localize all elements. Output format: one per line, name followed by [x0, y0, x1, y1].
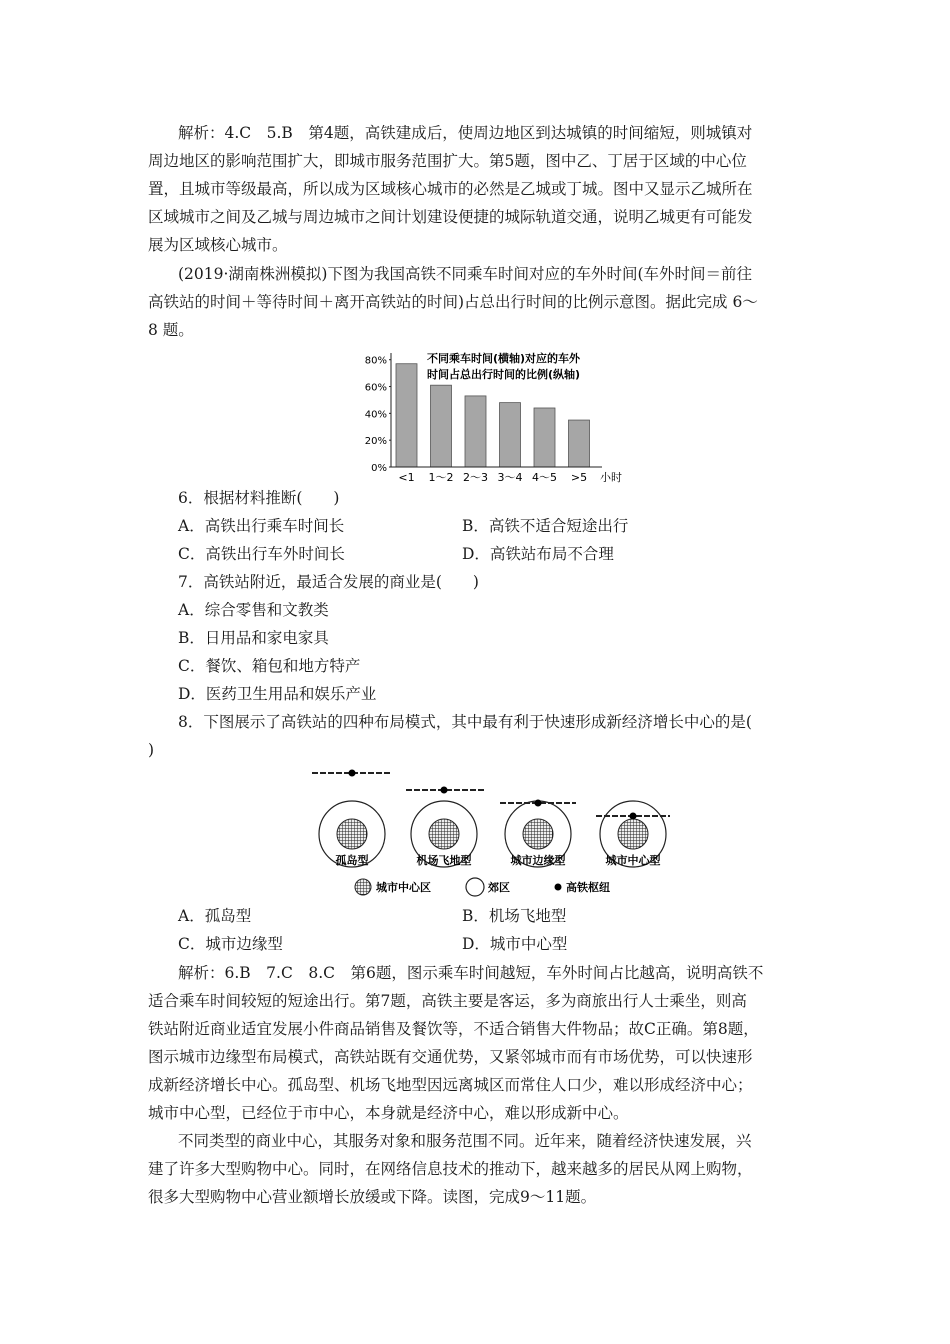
bar [534, 408, 555, 467]
q7-stem: 7．高铁站附近，最适合发展的商业是( ) [178, 573, 479, 591]
q6-option-b[interactable]: B．高铁不适合短途出行 [462, 517, 629, 535]
para3-line4: 图示城市边缘型布局模式，高铁站既有交通优势，又紧邻城市而有市场优势，可以快速形 [148, 1048, 753, 1066]
q8-option-a[interactable]: A．孤岛型 [178, 907, 252, 925]
city-center-circle [337, 819, 367, 849]
y-tick-label: 60% [364, 382, 387, 394]
bar [500, 403, 521, 467]
para1-line1: 解析：4.C 5.B 第4题，高铁建成后，使周边地区到达城镇的时间缩短，则城镇对 [178, 124, 753, 142]
x-tick-label: 1～2 [428, 471, 454, 484]
city-center-model [596, 801, 670, 867]
q7-option-b[interactable]: B．日用品和家电家具 [178, 629, 329, 647]
legend-suburb-swatch [466, 878, 484, 896]
rail-hub-dot [535, 800, 542, 807]
legend [355, 878, 610, 896]
x-tick-label: 2～3 [463, 471, 488, 484]
rail-hub-dot [630, 813, 637, 820]
bar [431, 385, 452, 467]
para1-line3: 置，且城市等级最高，所以成为区域核心城市的必然是乙城或丁城。图中又显示乙城所在 [148, 180, 753, 198]
y-tick-label: 40% [364, 409, 387, 421]
legend-rail-hub-label: 高铁枢纽 [566, 881, 610, 894]
para2-line1: (2019·湖南株洲模拟)下图为我国高铁不同乘车时间对应的车外时间(车外时间＝前往 [178, 265, 753, 283]
q8-stem-line1: 8．下图展示了高铁站的四种布局模式，其中最有利于快速形成新经济增长中心的是( [178, 713, 752, 731]
legend-rail-hub-dot [555, 884, 562, 891]
airport-enclave-model [406, 787, 484, 868]
q8-option-d[interactable]: D．城市中心型 [462, 935, 568, 953]
q8-option-c[interactable]: C．城市边缘型 [178, 935, 283, 953]
isolated-island-model [312, 770, 392, 868]
y-tick-label: 0% [371, 463, 387, 474]
para4-line3: 很多大型购物中心营业额增长放缓或下降。读图，完成9～11题。 [148, 1188, 597, 1206]
legend-city-center-label: 城市中心区 [376, 881, 431, 894]
city-center-circle [523, 819, 553, 849]
para1-line5: 展为区域核心城市。 [148, 236, 288, 254]
bar-chart [350, 345, 650, 485]
q8-stem-line2: ) [148, 741, 155, 759]
chart-title-line2: 时间占总出行时间的比例(纵轴) [427, 368, 581, 381]
model-label-2: 机场飞地型 [416, 854, 472, 867]
bar [465, 396, 486, 467]
q7-option-d[interactable]: D．医药卫生用品和娱乐产业 [178, 685, 377, 703]
city-center-circle [429, 819, 459, 849]
city-center-circle [618, 819, 648, 849]
para2-line3: 8 题。 [148, 321, 194, 339]
para4-line1: 不同类型的商业中心，其服务对象和服务范围不同。近年来，随着经济快速发展，兴 [178, 1132, 752, 1150]
para3-line1: 解析：6.B 7.C 8.C 第6题，图示乘车时间越短，车外时间占比越高，说明高铁不 [178, 964, 764, 982]
x-tick-label: 4～5 [532, 471, 557, 484]
model-label-1: 孤岛型 [335, 854, 369, 867]
x-axis-unit: 小时 [600, 471, 622, 484]
legend-suburb-label: 郊区 [488, 881, 510, 894]
model-label-3: 城市边缘型 [510, 854, 566, 867]
para3-line5: 成新经济增长中心。孤岛型、机场飞地型因远离城区而常住人口少，难以形成经济中心； [148, 1076, 753, 1094]
q6-option-a[interactable]: A．高铁出行乘车时间长 [178, 517, 345, 535]
q6-option-c[interactable]: C．高铁出行车外时间长 [178, 545, 345, 563]
x-tick-label: >5 [570, 471, 588, 484]
y-tick-label: 80% [364, 355, 387, 367]
rail-hub-dot [441, 787, 448, 794]
para1-line2: 周边地区的影响范围扩大，即城市服务范围扩大。第5题，图中乙、丁居于区域的中心位 [148, 152, 747, 170]
rail-hub-dot [349, 770, 356, 777]
para2-line2: 高铁站的时间＋等待时间＋离开高铁站的时间)占总出行时间的比例示意图。据此完成 6～ [148, 293, 758, 311]
q6-stem: 6．根据材料推断( ) [178, 489, 340, 507]
para3-line2: 适合乘车时间较短的短途出行。第7题，高铁主要是客运，多为商旅出行人士乘坐，则高 [148, 992, 747, 1010]
model-label-4: 城市中心型 [605, 854, 661, 867]
para3-line6: 城市中心型，已经位于市中心，本身就是经济中心，难以形成新中心。 [148, 1104, 629, 1122]
legend-city-center-swatch [355, 879, 371, 895]
city-edge-model [500, 800, 576, 868]
layout-diagram [306, 765, 686, 900]
bar [569, 420, 590, 467]
y-tick-label: 20% [364, 436, 387, 448]
para4-line2: 建了许多大型购物中心。同时，在网络信息技术的推动下，越来越多的居民从网上购物， [148, 1160, 753, 1178]
x-tick-label: 3～4 [497, 471, 523, 484]
chart-title-line1: 不同乘车时间(横轴)对应的车外 [427, 352, 581, 365]
q6-option-d[interactable]: D．高铁站布局不合理 [462, 545, 614, 563]
x-tick-label: <1 [398, 471, 415, 484]
q8-option-b[interactable]: B．机场飞地型 [462, 907, 567, 925]
para1-line4: 区域城市之间及乙城与周边城市之间计划建设便捷的城际轨道交通，说明乙城更有可能发 [148, 208, 753, 226]
q7-option-c[interactable]: C．餐饮、箱包和地方特产 [178, 657, 361, 675]
q7-option-a[interactable]: A．综合零售和文教类 [178, 601, 329, 619]
para3-line3: 铁站附近商业适宜发展小件商品销售及餐饮等，不适合销售大件物品；故C正确。第8题， [148, 1020, 759, 1038]
bar [396, 364, 417, 467]
